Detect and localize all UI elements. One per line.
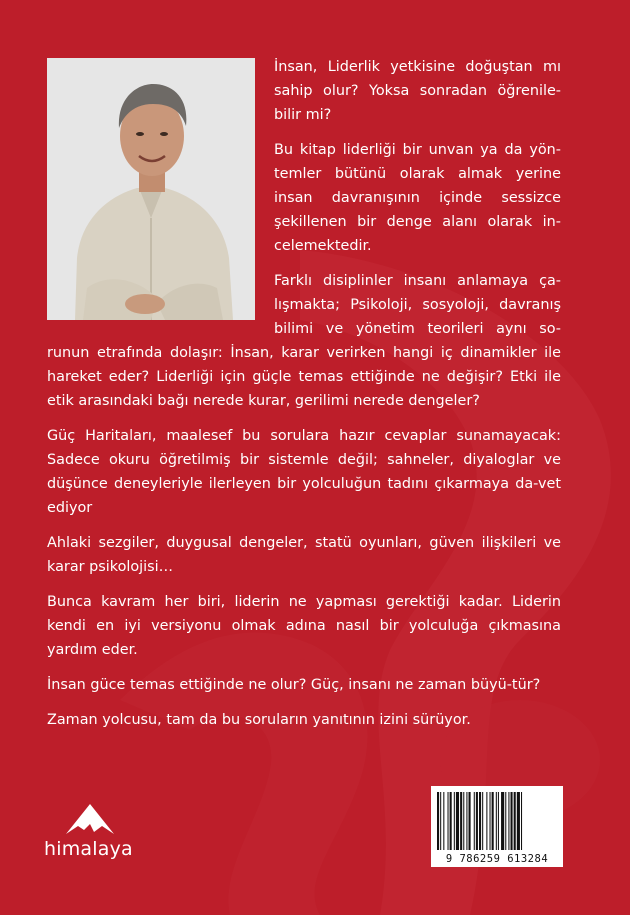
paragraph-2: Bu kitap liderliği bir unvan ya da yön-temler bütünü olarak almak yerine insan davranışının içinde sessizce şekillenen bir denge alanı olarak in-celemektedir.: [274, 142, 561, 254]
paragraph-3: Farklı disiplinler insanı anlamaya ça-lışmakta; Psikoloji, sosyoloji, davranış bilimi ve yönetim teorileri aynı so-runun etrafında dolaşır: İnsan, karar verirken hangi iç dinamikler ile hareket eder? Liderliği için güçle temas ettiğinde ne değişir? Etki ile etik arasındaki bağı nerede kurar, gerilimi nerede dengeler?: [47, 273, 561, 409]
isbn-number: 9 786259 613284: [445, 853, 549, 865]
mountain-icon: [64, 800, 116, 836]
isbn-barcode: [431, 786, 563, 867]
paragraph-7: İnsan güce temas ettiğinde ne olur? Güç, insanı ne zaman büyü-tür?: [47, 677, 541, 693]
photo-spacer: [47, 55, 274, 331]
publisher-name: himalaya: [44, 838, 133, 860]
publisher-logo: [44, 800, 140, 870]
back-cover-text: [47, 55, 561, 743]
paragraph-4: Güç Haritaları, maalesef bu sorulara hazır cevaplar sunamayacak: Sadece okuru öğretilmiş bir sistemle değil; sahneler, diyaloglar ve düşünce deneyleriyle ilerleyen bir yolculuğun tadını çıkarmaya da-vet ediyor: [47, 428, 561, 516]
barcode-bars: [436, 792, 558, 850]
paragraph-5: Ahlaki sezgiler, duygusal dengeler, statü oyunları, güven ilişkileri ve karar psikolojisi…: [47, 535, 561, 575]
paragraph-1: İnsan, Liderlik yetkisine doğuştan mı sahip olur? Yoksa sonradan öğrenile-bilir mi?: [274, 59, 561, 123]
paragraph-6: Bunca kavram her biri, liderin ne yapması gerektiği kadar. Liderin kendi en iyi versiyonu olmak adına nasıl bir yolculuğa çıkmasına yardım eder.: [47, 594, 561, 658]
paragraph-8: Zaman yolcusu, tam da bu soruların yanıtının izini sürüyor.: [47, 712, 471, 728]
